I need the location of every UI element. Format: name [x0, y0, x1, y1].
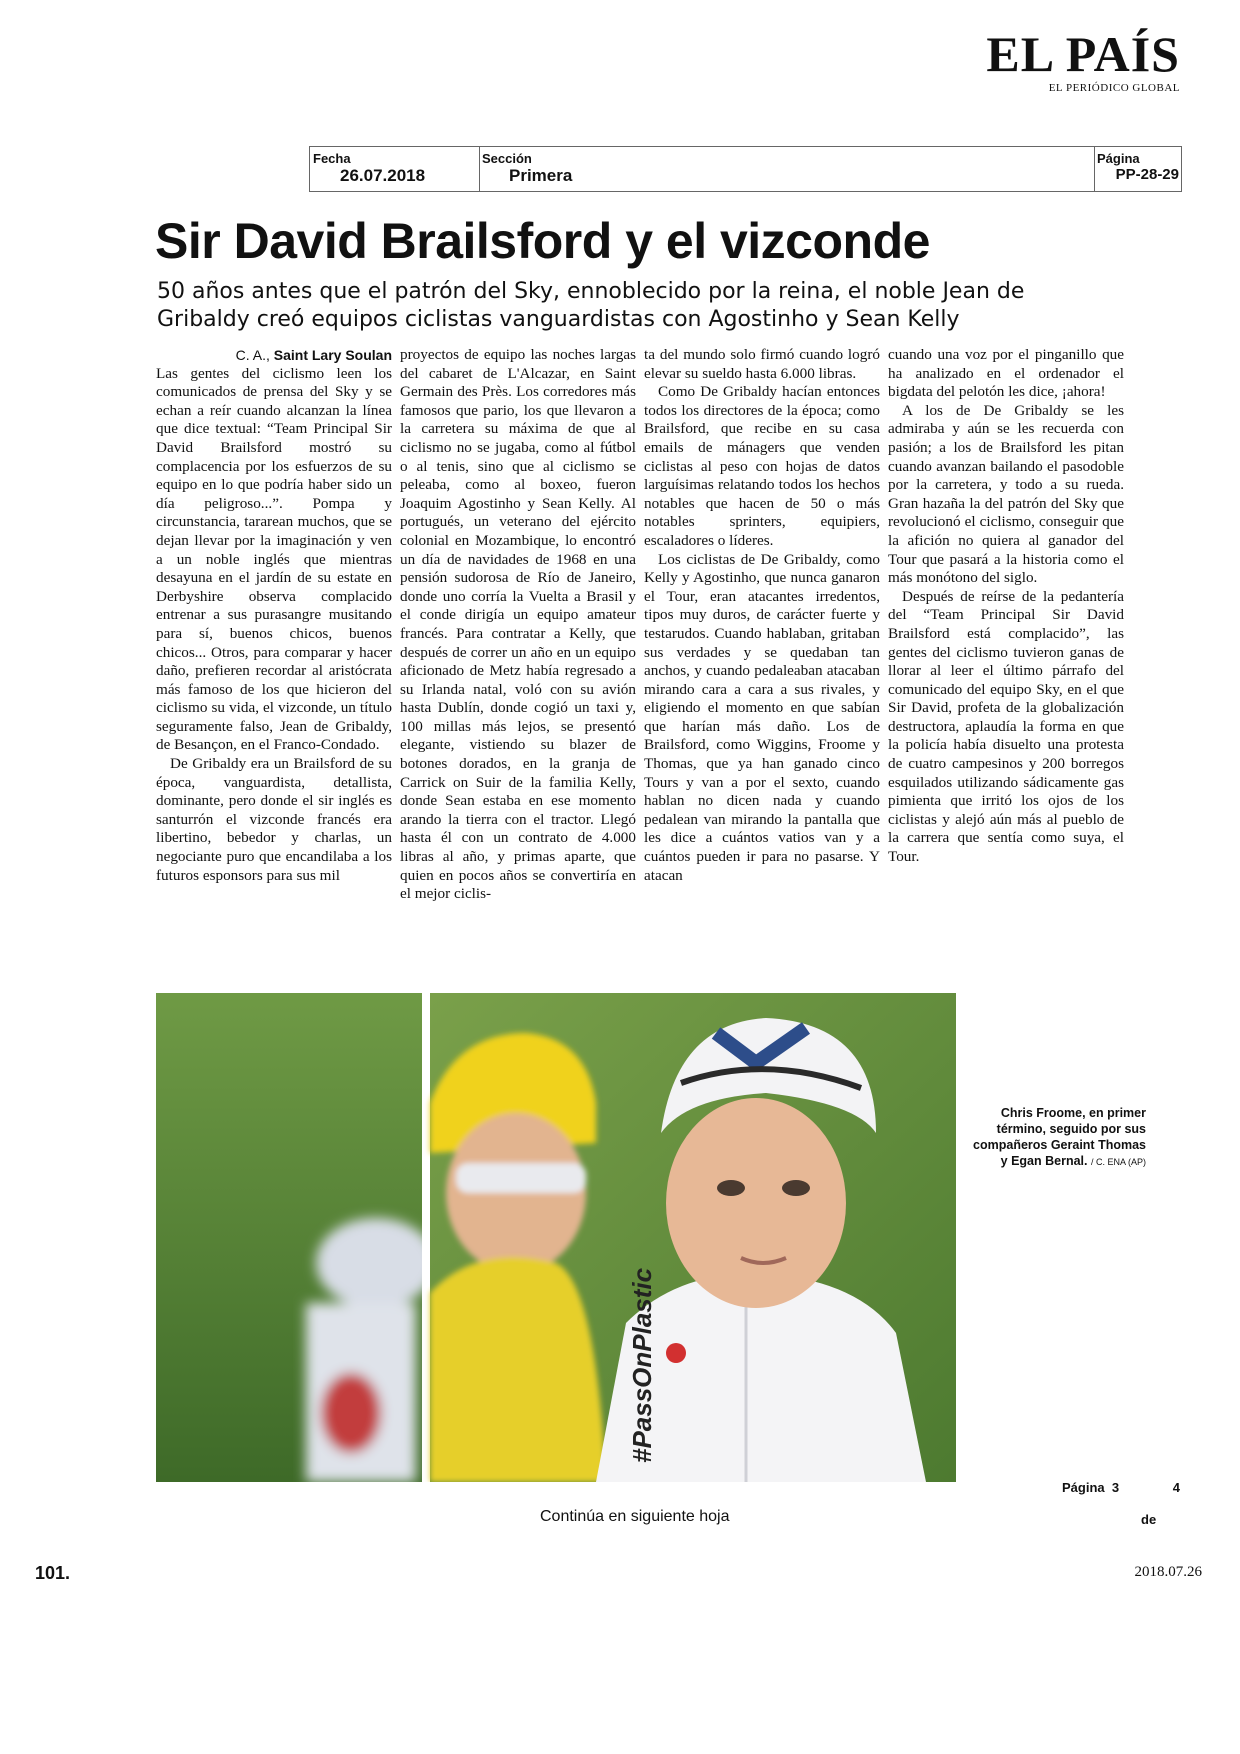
paragraph: Como De Gribaldy hacían entonces todos los directores de la época; como Brailsford, que recibe en su casa emails de mánagers que venden ciclistas al peso con hojas de datos larguísimas relatando todos los hechos notables que hacen de 50 o más notables sprinters, equipiers, escaladores o líderes.	[644, 383, 880, 549]
seccion-value: Primera	[509, 166, 573, 185]
byline	[156, 346, 392, 365]
jersey-text: #PassOnPlastic	[627, 1267, 657, 1463]
seccion-label: Sección	[482, 151, 532, 166]
article-column-4	[888, 346, 1124, 867]
paragraph: proyectos de equipo las noches largas del cabaret de L'Alcazar, en Saint Germain des Près. Los corredores más famosos que pario, los que llevaron a la carretera su máxima de que al ciclismo no se jugaba, como al fútbol o al tenis, sino que al ciclismo se peleaba, como al boxeo, fueron Joaquim Agostinho y Sean Kelly. Al portugués, un veterano del ejército colonial en Mozambique, lo encontró un día de navidades de 1968 en una pensión sudorosa de Río de Janeiro, donde uno corría la Vuelta a Brasil y el conde dirigía un equipo amateur francés. Para contratar a Kelly, que después de correr un año en un equipo aficionado de Metz había regresado a su Irlanda natal, voló con su avión hasta Dublín, donde cogió un taxi y, 100 millas más lejos, se presentó elegante, vistiendo su blazer de botones dorados, en la granja de Carrick on Suir de la familia Kelly, donde Sean estaba en ese momento arando la tierra con el tractor. Llegó hasta él con un contrato de 4.000 libras al año, y primas aparte, que quien en pocos años se convertiría en el mejor ciclis-	[400, 346, 636, 903]
de-label: de	[1141, 1512, 1157, 1527]
article-column-3	[644, 346, 880, 885]
paragraph: cuando una voz por el pinganillo que ha analizado en el ordenador el bigdata del pelotón les dice, ¡ahora!	[888, 346, 1124, 401]
article-column-1	[156, 346, 392, 885]
paragraph: A los de De Gribaldy se les admiraba y aún se les recuerda con pasión; a los de Brailsford les pitan cuando avanzan bailando el pasodoble por la carretera, y todo a su rueda. Gran hazaña la del patrón del Sky que revolucionó el ciclismo, conseguir que la afición no quiera al ganador del Tour que pasará a la historia como el más monótono del siglo.	[888, 401, 1124, 587]
byline-author: C. A.,	[235, 347, 270, 363]
pagina-label: Página	[1097, 151, 1140, 166]
paragraph: ta del mundo solo firmó cuando logró elevar su sueldo hasta 6.000 libras.	[644, 346, 880, 382]
masthead-name: EL PAÍS	[986, 26, 1180, 82]
paragraph: Los ciclistas de De Gribaldy, como Kelly y Agostinho, que nunca ganaron el Tour, eran atacantes irredentos, tipos muy duros, de carácter fuerte y testarudos. Cuando hablaban, gritaban sus verdades y se quedaban tan anchos, y cuando pedaleaban atacaban mirando cara a cara a sus rivales, y eligiendo el momento en que sabían que harían más daño. Los de Brailsford, como Wiggins, Froome y Thomas, que ya han ganado cinco Tours y van a por el sexto, cuando hablan no dicen nada y cuando pedalean van mirando la pantalla que les dice a cuántos vatios van y a cuántos pueden ir para no pasarse. Y atacan	[644, 550, 880, 884]
clipping-meta-box	[309, 146, 1182, 192]
caption-text: Chris Froome, en primer término, seguido por sus compañeros Geraint Thomas y Egan Bernal.	[973, 1106, 1146, 1168]
page-current: 3	[1111, 1480, 1120, 1495]
paragraph: Después de reírse de la pedantería del “Team Principal Sir David Brailsford está complacido”, las gentes del ciclismo tuvieron ganas de llorar al leer el último párrafo del comunicado del equipo Sky, en el que Sir David, profeta de la globalización destructora, aplaudía la forma en que la policía había disuelto una protesta de cuatro campesinos y 200 borregos esquilados utilizando sádicamente gas pimienta que irritó los ojos de los ciclistas y alejó aún más al pueblo de la carrera que sentía como suya, el Tour.	[888, 587, 1124, 866]
fecha-value: 26.07.2018	[340, 166, 426, 185]
byline-place: Saint Lary Soulan	[273, 347, 392, 363]
article-column-2	[400, 346, 636, 904]
fecha-cell	[310, 147, 480, 191]
paragraph: Las gentes del ciclismo leen los comunicados de prensa del Sky y se echan a reír cuando alcanzan la línea que dice textual: “Team Principal Sir David Brailsford mostró su complacencia por los esfuerzos de su equipo en lo que podría haber sido un día peligroso...”. Pompa y circunstancia, tararean muchos, que se dejan llevar por la imaginación y ven a un noble inglés que mientras desayuna en el jardín de su estate en Derbyshire observa complacido entrenar a sus purasangre musitando para sí, buenos chicos, buenos chicos... Otros, para comparar y hacer daño, prefieren recordar al aristócrata más famoso de los que hicieron del ciclismo su vida, el vizconde, un título seguramente falso, Jean de Gribaldy, de Besançon, en el Franco-Condado.	[156, 364, 392, 754]
seccion-cell	[479, 147, 1095, 191]
fecha-label: Fecha	[313, 151, 351, 166]
masthead-logo	[986, 28, 1180, 94]
photo-caption	[966, 1105, 1146, 1170]
page-count	[1062, 1480, 1180, 1495]
continue-note: Continúa en siguiente hoja	[540, 1508, 730, 1525]
paragraph: De Gribaldy era un Brailsford de su época, vanguardista, detallista, dominante, pero donde el sir inglés es santurrón el vizconde francés era libertino, bebedor y charlas, un negociante puro que encandilaba a los futuros esponsors para sus mil	[156, 755, 392, 884]
pagina-cell	[1094, 147, 1181, 191]
article-subhead: 50 años antes que el patrón del Sky, ennoblecido por la reina, el noble Jean de Gribaldy creó equipos ciclistas vanguardistas con Agostinho y Sean Kelly	[157, 279, 1025, 332]
cyclists-photo	[156, 993, 956, 1482]
page-total: 4	[1172, 1480, 1180, 1495]
article-headline: Sir David Brailsford y el vizconde	[155, 213, 930, 269]
clip-date: 2018.07.26	[1134, 1564, 1202, 1580]
photo-credit: / C. ENA (AP)	[1090, 1157, 1146, 1167]
masthead-tagline: EL PERIÓDICO GLOBAL	[1048, 82, 1180, 94]
page-count-label: Página	[1062, 1480, 1105, 1495]
clip-number: 101.	[35, 1563, 71, 1583]
pagina-value: PP-28-29	[1115, 166, 1179, 183]
